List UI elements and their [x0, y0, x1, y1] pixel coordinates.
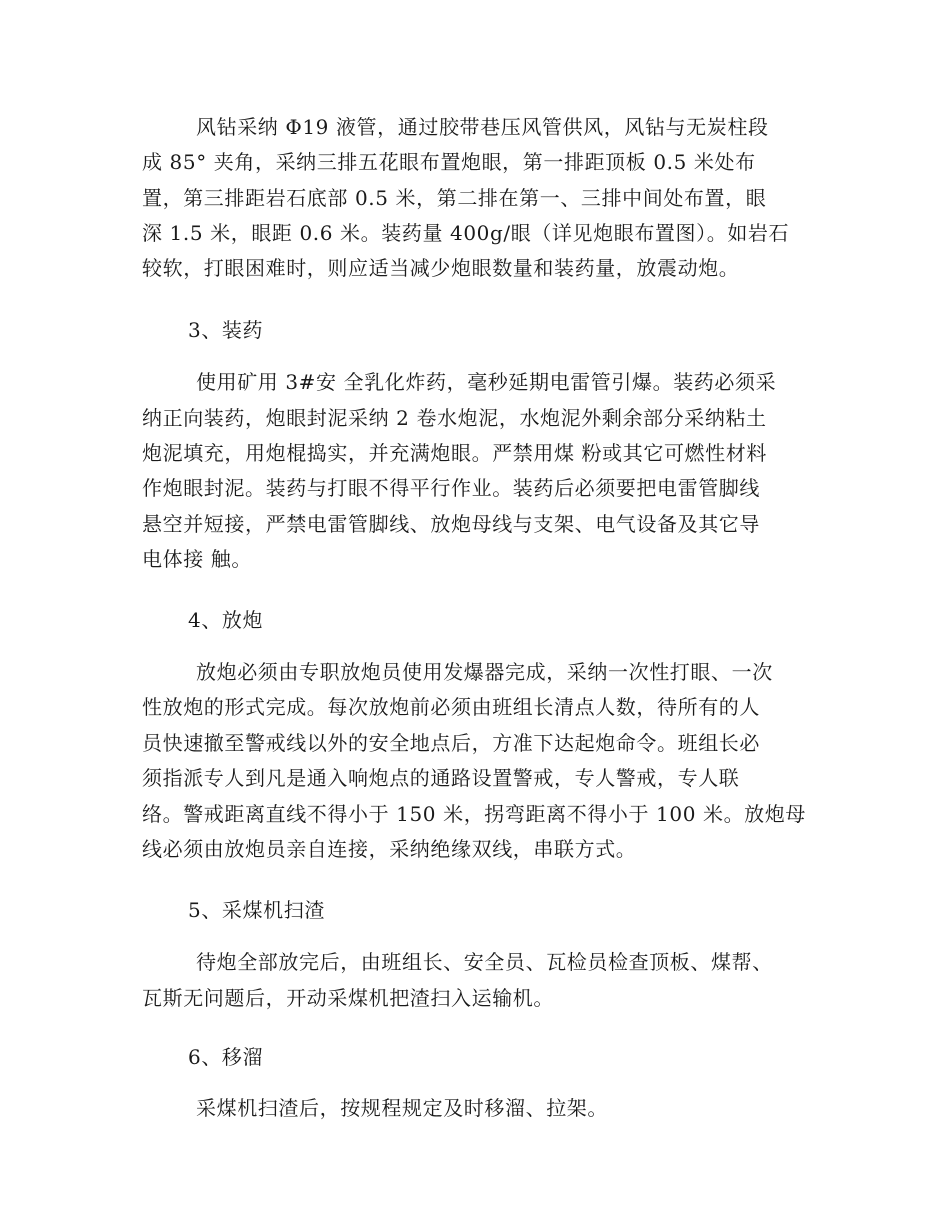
heading-conveyor-moving: 6、移溜 [188, 1045, 264, 1069]
paragraph-3-line-5: 络。警戒距离直线不得小于 150 米，拐弯距离不得小于 100 米。放炮母 [142, 802, 806, 826]
heading-charging: 3、装药 [188, 318, 264, 342]
paragraph-2-line-4: 作炮眼封泥。装药与打眼不得平行作业。装药后必须要把电雷管脚线 [142, 476, 760, 500]
paragraph-1-line-2: 成 85° 夹角，采纳三排五花眼布置炮眼，第一排距顶板 0.5 米处布 [142, 150, 756, 174]
paragraph-2-line-1: 使用矿用 3#安 全乳化炸药，毫秒延期电雷管引爆。装药必须采 [196, 370, 777, 394]
paragraph-2-line-6: 电体接 触。 [142, 547, 252, 571]
paragraph-3-line-6: 线必须由放炮员亲自连接，采纳绝缘双线，串联方式。 [142, 837, 637, 861]
paragraph-2-line-2: 纳正向装药，炮眼封泥采纳 2 卷水炮泥，水炮泥外剩余部分采纳粘土 [142, 406, 767, 430]
paragraph-3-line-4: 须指派专人到凡是通入响炮点的通路设置警戒，专人警戒，专人联 [142, 766, 740, 790]
paragraph-1-line-3: 置，第三排距岩石底部 0.5 米，第二排在第一、三排中间处布置，眼 [142, 186, 767, 210]
heading-blasting: 4、放炮 [188, 608, 264, 632]
paragraph-3-line-1: 放炮必须由专职放炮员使用发爆器完成，采纳一次性打眼、一次 [196, 660, 773, 684]
paragraph-4-line-2: 瓦斯无问题后，开动采煤机把渣扫入运输机。 [142, 986, 554, 1010]
paragraph-3-line-2: 性放炮的形式完成。每次放炮前必须由班组长清点人数，待所有的人 [142, 695, 760, 719]
paragraph-2-line-5: 悬空并短接，严禁电雷管脚线、放炮母线与支架、电气设备及其它导 [142, 512, 760, 536]
paragraph-4-line-1: 待炮全部放完后，由班组长、安全员、瓦检员检查顶板、煤帮、 [196, 950, 773, 974]
paragraph-1-line-1: 风钻采纳 Φ19 液管，通过胶带巷压风管供风，风钻与无炭柱段 [196, 115, 769, 139]
paragraph-3-line-3: 员快速撤至警戒线以外的安全地点后，方准下达起炮命令。班组长必 [142, 731, 760, 755]
paragraph-1-line-4: 深 1.5 米，眼距 0.6 米。装药量 400g/眼（详见炮眼布置图）。如岩石 [142, 221, 790, 245]
paragraph-1-line-5: 较软，打眼困难时，则应适当减少炮眼数量和装药量，放震动炮。 [142, 256, 740, 280]
heading-shearer-sweeping: 5、采煤机扫渣 [188, 898, 325, 922]
paragraph-5-line-1: 采煤机扫渣后，按规程规定及时移溜、拉架。 [196, 1096, 608, 1120]
paragraph-2-line-3: 炮泥填充，用炮棍捣实，并充满炮眼。严禁用煤 粉或其它可燃性材料 [142, 441, 767, 465]
